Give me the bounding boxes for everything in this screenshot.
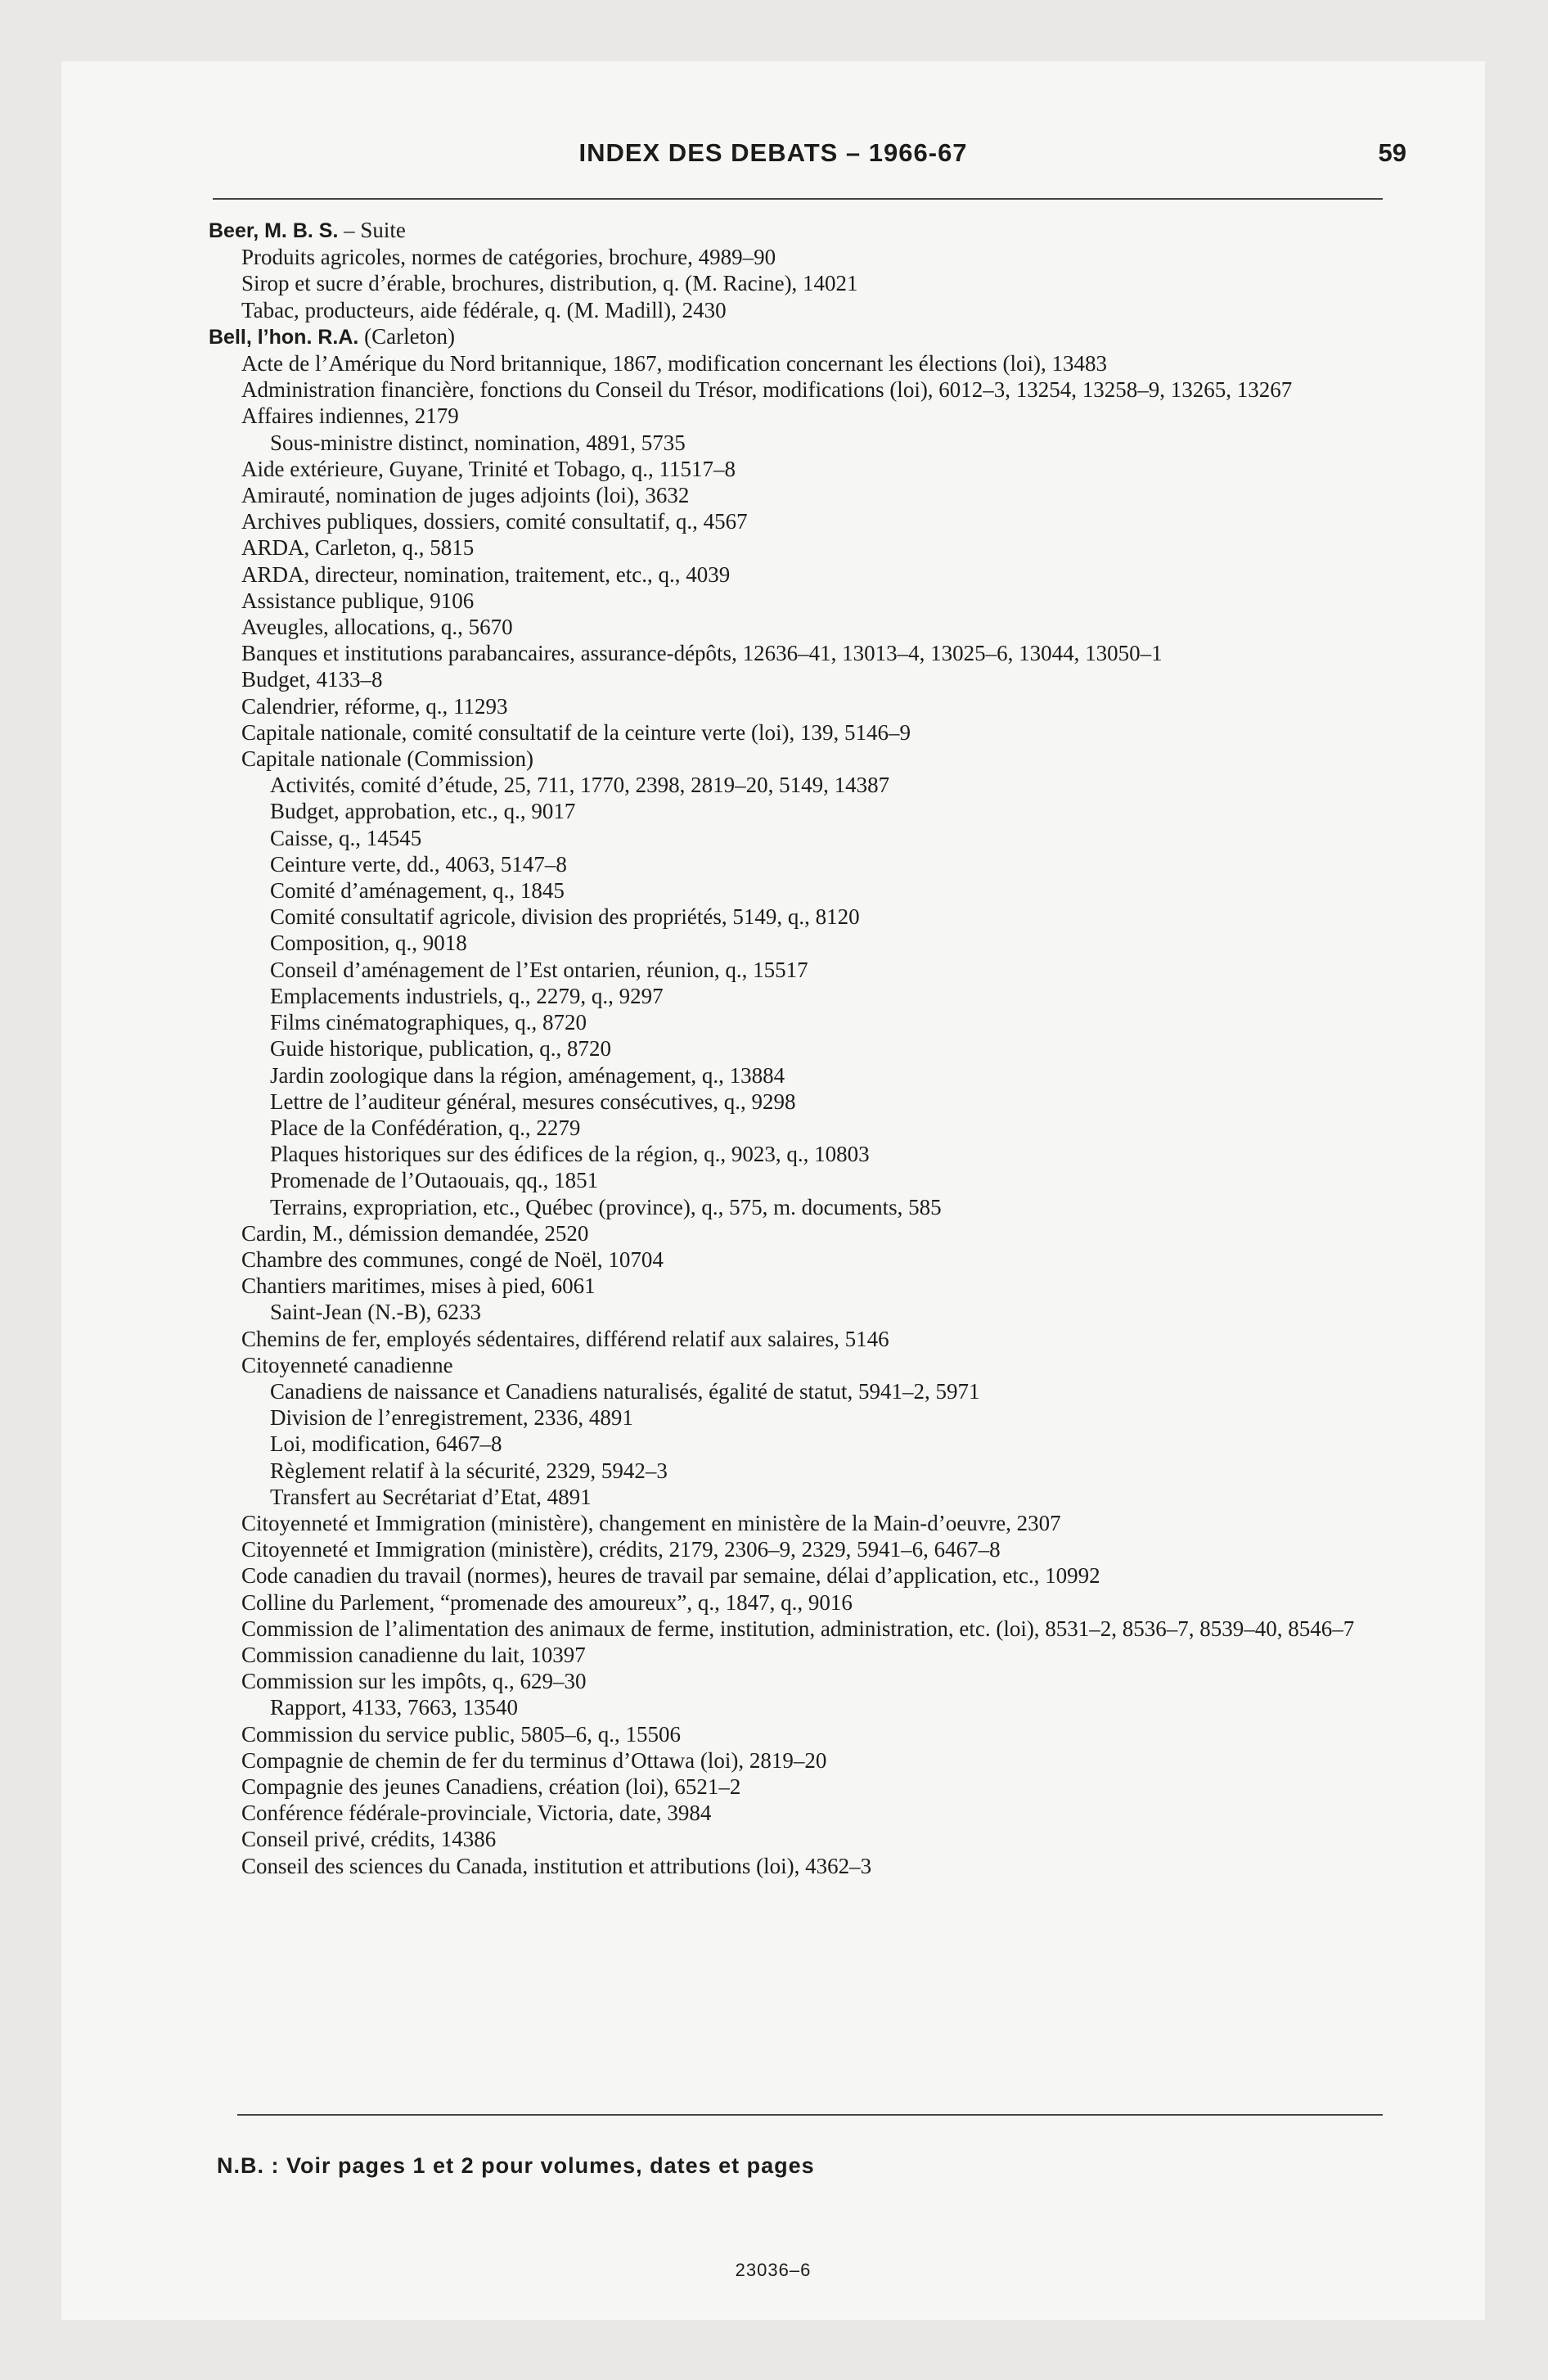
index-entry: Règlement relatif à la sécurité, 2329, 5942–3 (270, 1458, 668, 1483)
index-entry: Lettre de l’auditeur général, mesures consécutives, q., 9298 (270, 1089, 796, 1114)
index-entry: Citoyenneté et Immigration (ministère), changement en ministère de la Main-d’oeuvre, 2307 (241, 1510, 1061, 1535)
index-entry: Ceinture verte, dd., 4063, 5147–8 (270, 851, 567, 877)
index-entry: Aveugles, allocations, q., 5670 (241, 615, 513, 640)
page-title: INDEX DES DEBATS – 1966-67 (578, 138, 968, 167)
entry-text: (Carleton) (358, 323, 456, 349)
index-entry: Comité consultatif agricole, division des propriétés, 5149, q., 8120 (270, 904, 860, 930)
index-entry: Jardin zoologique dans la région, aménagement, q., 13884 (270, 1062, 785, 1088)
index-entry: Commission canadienne du lait, 10397 (241, 1642, 586, 1667)
index-entry: Administration financière, fonctions du Conseil du Trésor, modifications (loi), 6012–3, 13254, 13258–9, 13265, 13267 (241, 377, 1293, 403)
index-entry: Saint-Jean (N.-B), 6233 (270, 1300, 481, 1325)
index-entry: Comité d’aménagement, q., 1845 (270, 878, 565, 904)
footnote: N.B. : Voir pages 1 et 2 pour volumes, dates et pages (217, 2153, 815, 2178)
index-entry: Promenade de l’Outaouais, qq., 1851 (270, 1168, 599, 1193)
index-entry: Terrains, expropriation, etc., Québec (province), q., 575, m. documents, 585 (270, 1194, 942, 1219)
page-header (61, 138, 1485, 187)
page-number: 59 (1378, 138, 1406, 167)
entry-heading: Bell, l’hon. R.A. (209, 325, 359, 349)
index-entry: Produits agricoles, normes de catégories, brochure, 4989–90 (241, 245, 776, 270)
index-entry: Conférence fédérale-provinciale, Victoria, date, 3984 (241, 1801, 712, 1826)
index-entry (209, 323, 1403, 350)
index-entry: Archives publiques, dossiers, comité consultatif, q., 4567 (241, 509, 748, 534)
index-entry: Capitale nationale, comité consultatif de la ceinture verte (loi), 139, 5146–9 (241, 719, 911, 745)
index-entry: Chambre des communes, congé de Noël, 10704 (241, 1246, 664, 1272)
index-entry: Budget, approbation, etc., q., 9017 (270, 799, 576, 824)
index-entry: Affaires indiennes, 2179 (241, 403, 459, 429)
index-entry: Place de la Confédération, q., 2279 (270, 1115, 581, 1140)
index-entry: Transfert au Secrétariat d’Etat, 4891 (270, 1484, 592, 1509)
index-entry: Compagnie de chemin de fer du terminus d’Ottawa (loi), 2819–20 (241, 1747, 827, 1773)
index-entry: Citoyenneté et Immigration (ministère), crédits, 2179, 2306–9, 2329, 5941–6, 6467–8 (241, 1537, 1001, 1562)
index-entry: Assistance publique, 9106 (241, 588, 475, 613)
entry-text: – Suite (338, 218, 406, 242)
index-entry: Conseil privé, crédits, 14386 (241, 1827, 497, 1852)
index-entry: Activités, comité d’étude, 25, 711, 1770, 2398, 2819–20, 5149, 14387 (270, 773, 890, 798)
index-entry: Films cinématographiques, q., 8720 (270, 1010, 587, 1035)
index-entry: Chemins de fer, employés sédentaires, différend relatif aux salaires, 5146 (241, 1326, 889, 1351)
index-entry: Sous-ministre distinct, nomination, 4891, 5735 (270, 430, 686, 455)
index-entry: Calendrier, réforme, q., 11293 (241, 693, 508, 719)
index-entry: Compagnie des jeunes Canadiens, création (loi), 6521–2 (241, 1774, 741, 1799)
entry-heading: Beer, M. B. S. (209, 219, 339, 242)
index-entry: Colline du Parlement, “promenade des amoureux”, q., 1847, q., 9016 (241, 1589, 853, 1615)
index-entry: Plaques historiques sur des édifices de la région, q., 9023, q., 10803 (270, 1142, 870, 1167)
index-entry: Canadiens de naissance et Canadiens naturalisés, égalité de statut, 5941–2, 5971 (270, 1378, 980, 1404)
footer-rule (237, 2114, 1383, 2116)
index-entry: Cardin, M., démission demandée, 2520 (241, 1220, 589, 1246)
page-sheet (61, 61, 1485, 2320)
index-entry: Conseil d’aménagement de l’Est ontarien, réunion, q., 15517 (270, 957, 808, 982)
index-entry: Chantiers maritimes, mises à pied, 6061 (241, 1273, 596, 1299)
index-entry: Conseil des sciences du Canada, institution et attributions (loi), 4362–3 (241, 1853, 872, 1878)
index-entry: Budget, 4133–8 (241, 667, 383, 692)
index-entry: Emplacements industriels, q., 2279, q., 9297 (270, 983, 664, 1008)
index-entry: Amirauté, nomination de juges adjoints (loi), 3632 (241, 483, 690, 508)
index-entry: Capitale nationale (Commission) (241, 746, 533, 772)
index-entry: Guide historique, publication, q., 8720 (270, 1036, 611, 1062)
index-entry: Tabac, producteurs, aide fédérale, q. (M. Madill), 2430 (241, 297, 727, 322)
index-entry: Commission de l’alimentation des animaux de ferme, institution, administration, etc. (loi), 8531–2, 8536–7, 8539–40, 8546–7 (241, 1616, 1355, 1641)
index-entry: Commission du service public, 5805–6, q., 15506 (241, 1721, 681, 1747)
index-entry: ARDA, directeur, nomination, traitement, etc., q., 4039 (241, 561, 731, 587)
index-entry: Acte de l’Amérique du Nord britannique, 1867, modification concernant les élections (loi), 13483 (241, 351, 1107, 376)
index-entry (209, 217, 1403, 244)
header-rule (213, 198, 1383, 200)
index-entry: Loi, modification, 6467–8 (270, 1431, 502, 1457)
index-entry: Code canadien du travail (normes), heures de travail par semaine, délai d’application, etc., 10992 (241, 1563, 1100, 1589)
index-entry: Division de l’enregistrement, 2336, 4891 (270, 1405, 633, 1431)
index-entry: Caisse, q., 14545 (270, 825, 422, 850)
index-entry: Banques et institutions parabancaires, assurance-dépôts, 12636–41, 13013–4, 13025–6, 13044, 13050–1 (241, 641, 1163, 666)
index-entry: ARDA, Carleton, q., 5815 (241, 535, 475, 561)
index-entries (209, 217, 1403, 1879)
index-entry: Sirop et sucre d’érable, brochures, distribution, q. (M. Racine), 14021 (241, 271, 858, 296)
index-entry: Aide extérieure, Guyane, Trinité et Tobago, q., 11517–8 (241, 456, 736, 481)
print-code: 23036–6 (735, 2260, 812, 2280)
index-entry: Commission sur les impôts, q., 629–30 (241, 1669, 587, 1694)
index-entry: Citoyenneté canadienne (241, 1352, 453, 1377)
index-entry: Composition, q., 9018 (270, 931, 467, 956)
index-entry: Rapport, 4133, 7663, 13540 (270, 1695, 518, 1720)
